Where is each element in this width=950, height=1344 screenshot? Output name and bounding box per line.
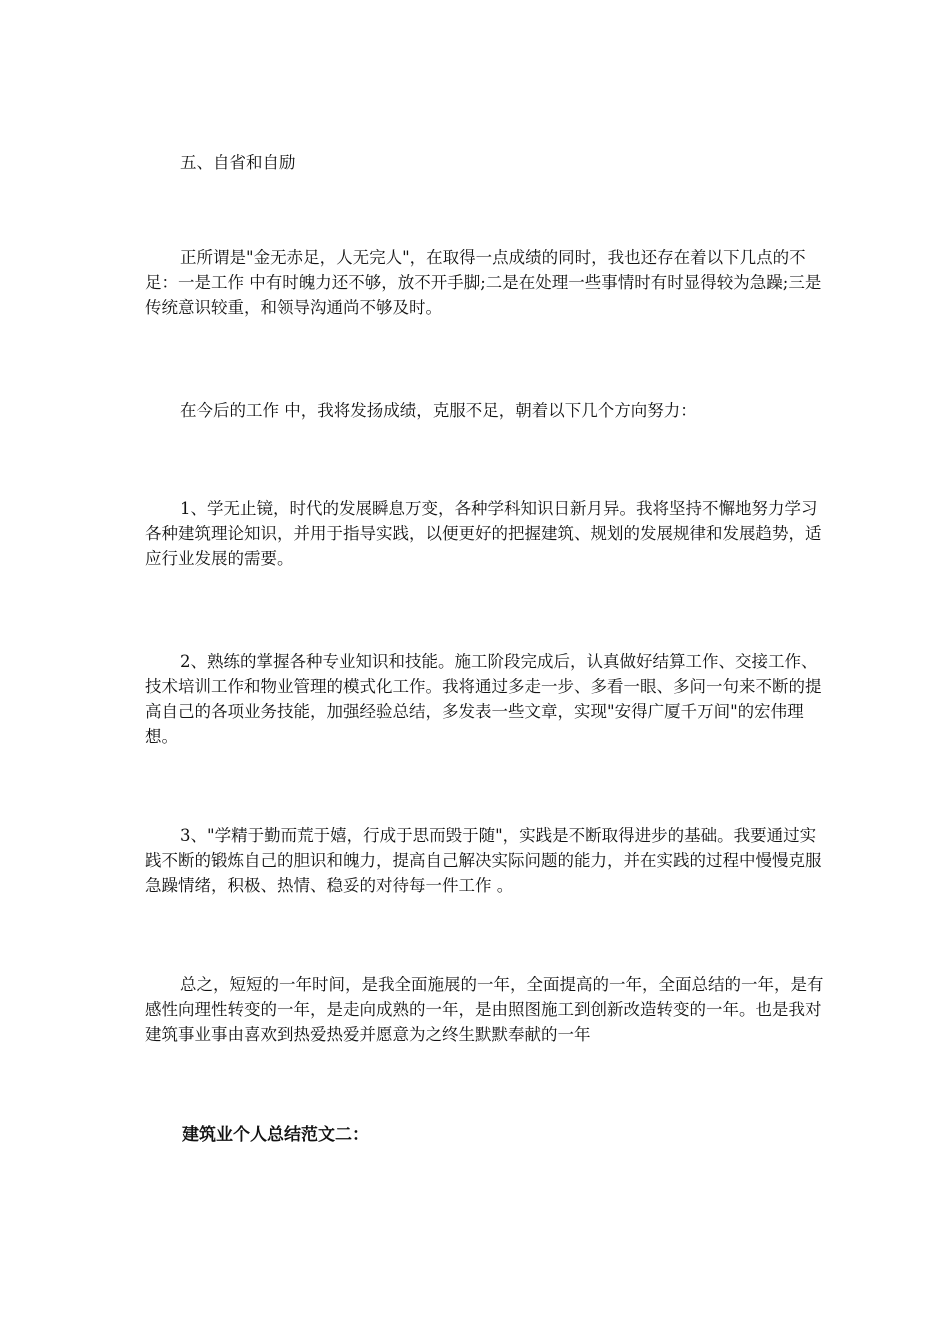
next-article-title: 建筑业个人总结范文二： xyxy=(182,1125,369,1145)
paragraph-point-3: 3、"学精于勤而荒于嬉，行成于思而毁于随"，实践是不断取得进步的基础。我要通过实践不断的锻炼自己的胆识和魄力，提高自己解决实际问题的能力，并在实践的过程中慢慢克服急躁情绪，积极、热情、稳妥的对待每一件工作 。 xyxy=(145,826,822,895)
paragraph-point-1: 1、学无止镜，时代的发展瞬息万变，各种学科知识日新月异。我将坚持不懈地努力学习各种建筑理论知识，并用于指导实践，以便更好的把握建筑、规划的发展规律和发展趋势，适应行业发展的需要。 xyxy=(145,499,822,568)
paragraph-future-directions: 在今后的工作 中，我将发扬成绩，克服不足，朝着以下几个方向努力： xyxy=(180,401,697,420)
paragraph-conclusion: 总之，短短的一年时间，是我全面施展的一年，全面提高的一年，全面总结的一年，是有感性向理性转变的一年，是走向成熟的一年，是由照图施工到创新改造转变的一年。也是我对建筑事业事由喜欢到热爱热爱并愿意为之终生默默奉献的一年 xyxy=(145,975,824,1044)
section-heading: 五、自省和自励 xyxy=(180,153,296,172)
paragraph-point-2: 2、熟练的掌握各种专业知识和技能。施工阶段完成后，认真做好结算工作、交接工作、技术培训工作和物业管理的模式化工作。我将通过多走一步、多看一眼、多问一句来不断的提高自己的各项业务技能，加强经验总结，多发表一些文章，实现"安得广厦千万间"的宏伟理想。 xyxy=(145,652,822,746)
paragraph-shortcomings: 正所谓是"金无赤足，人无完人"，在取得一点成绩的同时，我也还存在着以下几点的不足：一是工作 中有时魄力还不够，放不开手脚;二是在处理一些事情时有时显得较为急躁;三是传统意识较重，和领导沟通尚不够及时。 xyxy=(145,248,822,317)
